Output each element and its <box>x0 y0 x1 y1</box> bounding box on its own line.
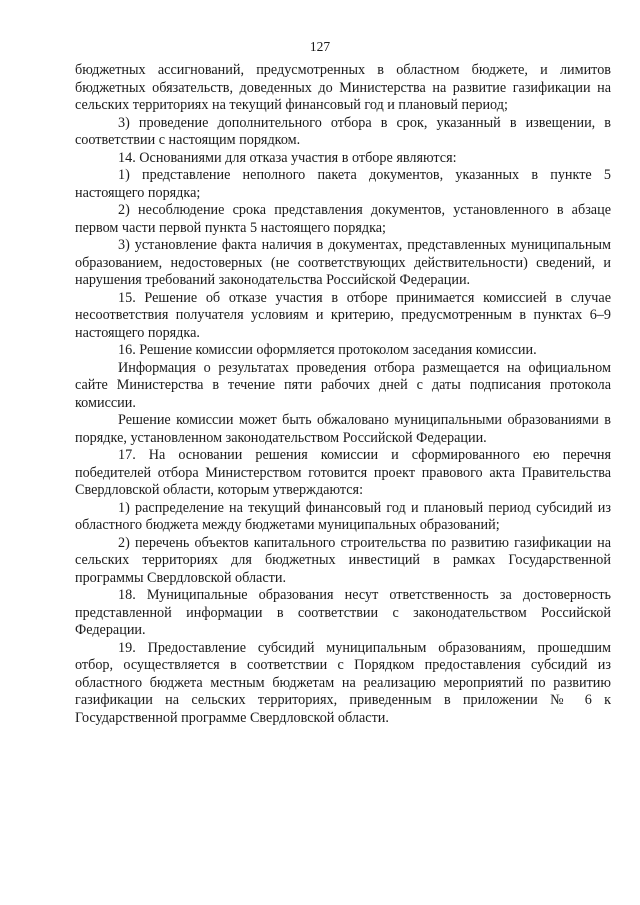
paragraph: 17. На основании решения комиссии и сформированного ею перечня победителей отбора Министерством готовится проект правового акта Правительства Свердловской области, которым утверждаются: <box>75 447 611 498</box>
paragraph: 1) распределение на текущий финансовый год и плановый период субсидий из областного бюджета между бюджетами муниципальных образований; <box>75 499 611 533</box>
paragraph: 2) перечень объектов капитального строительства по развитию газификации на сельских территориях для бюджетных инвестиций в рамках Государственной программы Свердловской области. <box>75 534 611 586</box>
paragraph: 14. Основаниями для отказа участия в отборе являются: <box>118 149 457 166</box>
paragraph: 3) проведение дополнительного отбора в срок, указанный в извещении, в соответствии с настоящим порядком. <box>75 114 611 148</box>
paragraph: 18. Муниципальные образования несут ответственность за достоверность представленной информации в соответствии с законодательством Российской Федерации. <box>75 587 611 638</box>
paragraph: 2) несоблюдение срока представления документов, установленного в абзаце первом части первой пункта 5 настоящего порядка; <box>75 202 611 236</box>
paragraph: бюджетных ассигнований, предусмотренных в областном бюджете, и лимитов бюджетных обязательств, доведенных до Министерства на развитие газификации на сельских территориях на текущий финансовый год и плановый период; <box>75 62 611 113</box>
paragraph: Решение комиссии может быть обжаловано муниципальными образованиями в порядке, установленном законодательством Российской Федерации. <box>75 412 611 446</box>
paragraph: Информация о результатах проведения отбора размещается на официальном сайте Министерства в течение пяти рабочих дней с даты подписания протокола комиссии. <box>75 359 611 411</box>
paragraph: 19. Предоставление субсидий муниципальным образованиям, прошедшим отбор, осуществляется в соответствии с Порядком предоставления субсидий из областного бюджета местным бюджетам на реализацию мероприятий по развитию газификации на сельских территориях, приведенным в приложении № 6 к Государственной программе Свердловской области. <box>75 639 611 726</box>
paragraph: 15. Решение об отказе участия в отборе принимается комиссией в случае несоответствия получателя условиям и критерию, предусмотренным в пунктах 6–9 настоящего порядка. <box>75 289 611 341</box>
paragraph: 3) установление факта наличия в документах, представленных муниципальным образованием, недостоверных (не соответствующих действительности) сведений, и нарушения требований законодательства Российской Федерации. <box>75 237 611 288</box>
paragraph: 16. Решение комиссии оформляется протоколом заседания комиссии. <box>118 342 537 358</box>
document-body <box>75 62 611 727</box>
page-number: 127 <box>309 39 331 54</box>
paragraph: 1) представление неполного пакета документов, указанных в пункте 5 настоящего порядка; <box>75 167 611 201</box>
